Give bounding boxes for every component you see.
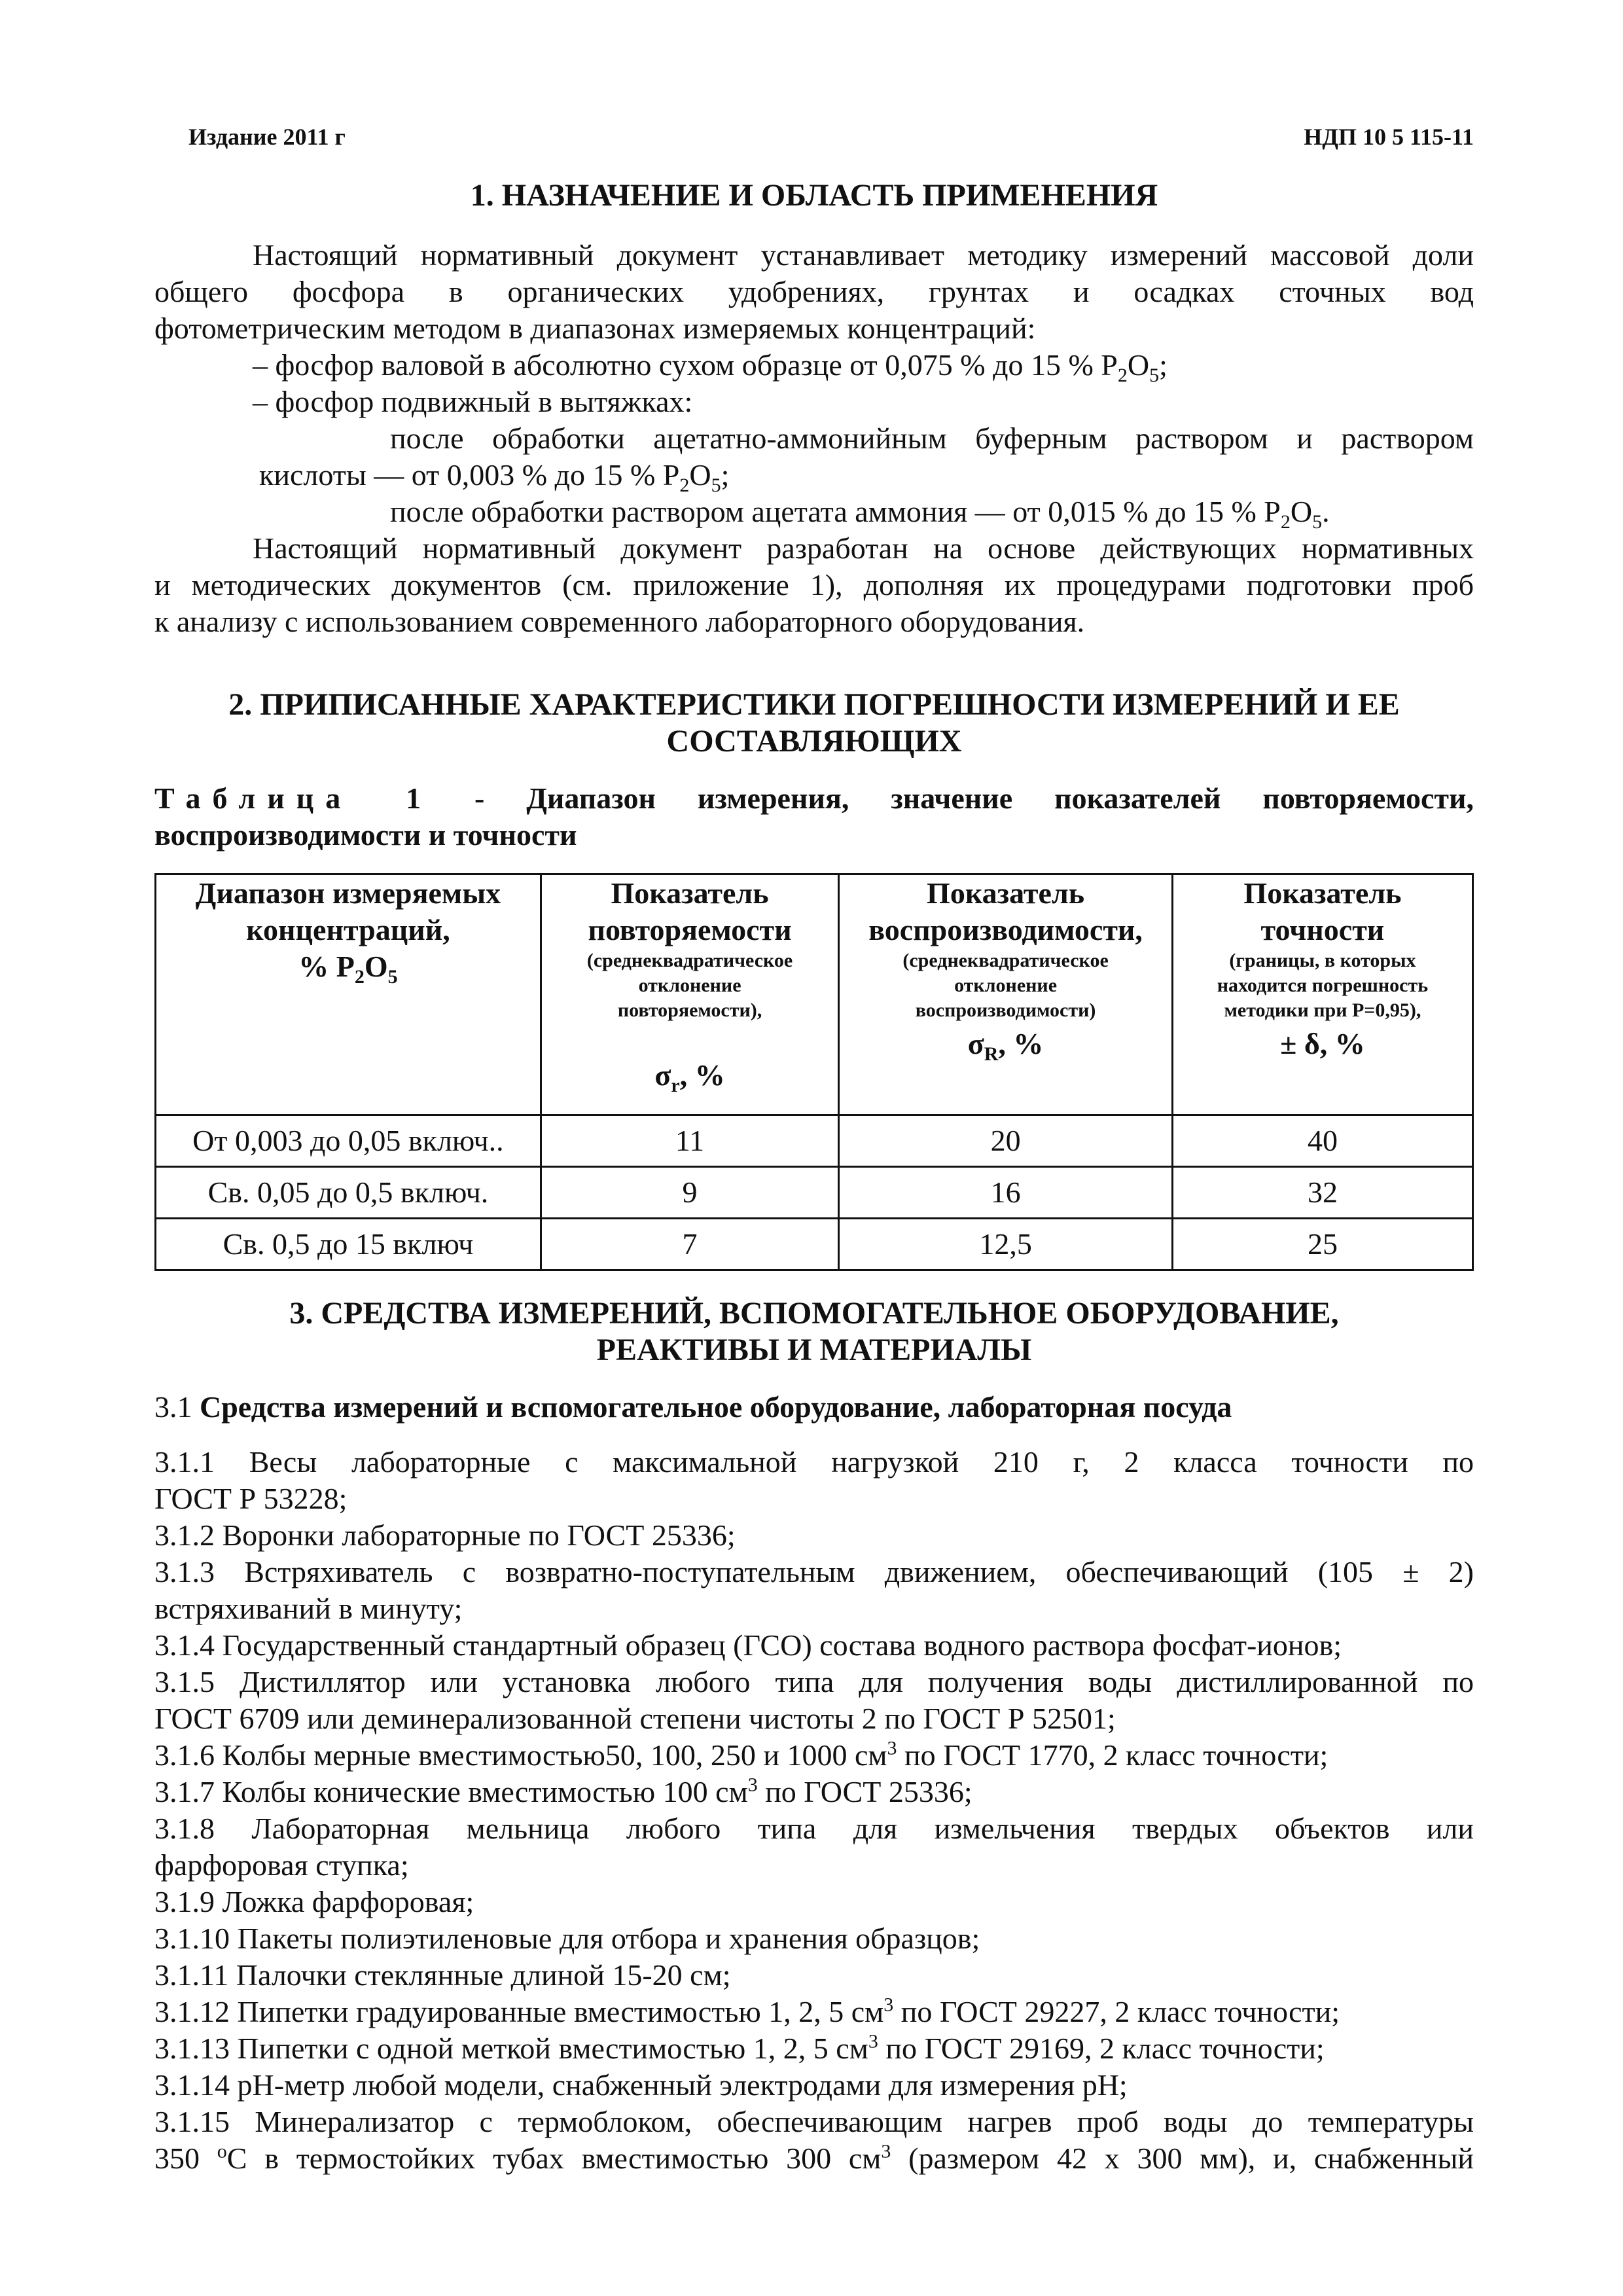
item-3-1-7: 3.1.7 Колбы конические вместимостью 100 $см^3$ по ГОСТ 25336; [154, 1774, 972, 1808]
item-3-1-10: 3.1.10 Пакеты полиэтиленовые для отбора и хранения образцов; [154, 1922, 980, 1955]
item-3-1-15-line-2: 350 $^о$С в термостойких тубах вместимостью 300 $см^3$ (размером 42 х 300 мм), и, снабженный [154, 2140, 1474, 2175]
s1-paragraph-2-line-1: Настоящий нормативный документ разработан на основе действующих нормативных [253, 531, 1474, 565]
cell-range: От 0,003 до 0,05 включ.. [156, 1115, 541, 1167]
item-3-1-13: 3.1.13 Пипетки с одной меткой вместимостью 1, 2, 5 $см^3$ по ГОСТ 29169, 2 класс точности; [154, 2030, 1325, 2065]
s1-paragraph-2-line-3: к анализу с использованием современного лабораторного оборудования. [154, 605, 1085, 638]
table-1 [154, 873, 1474, 1271]
s1-paragraph-1-line-2: общего фосфора в органических удобрениях, грунтах и осадках сточных вод [154, 275, 1474, 308]
s1-paragraph-2-line-2: и методических документов (см. приложение 1), дополняя их процедурами подготовки проб [154, 568, 1474, 601]
cell-accuracy: 25 [1172, 1219, 1472, 1270]
s1-sublist-1-line-1: после обработки ацетатно-аммонийным буферным раствором и раствором [390, 422, 1474, 455]
item-3-1-15-line-1: 3.1.15 Минерализатор с термоблоком, обеспечивающим нагрев проб воды до температуры [154, 2105, 1474, 2138]
section-3-title-line-2: РЕАКТИВЫ И МАТЕРИАЛЫ [596, 1333, 1032, 1367]
section-1-title: 1. НАЗНАЧЕНИЕ И ОБЛАСТЬ ПРИМЕНЕНИЯ [470, 178, 1158, 213]
document-code: НДП 10 5 115-11 [1304, 124, 1474, 150]
cell-repeatability: 11 [541, 1115, 838, 1167]
cell-accuracy: 32 [1172, 1167, 1472, 1219]
edition-label: Издание 2011 г [188, 124, 346, 150]
cell-range: Св. 0,5 до 15 включ [156, 1219, 541, 1270]
s1-sublist-1-line-2: кислоты — от 0,003 % до 15 % $Р_2О_5$; [259, 458, 730, 497]
table-row [156, 1115, 1473, 1167]
document-page [154, 0, 1474, 2296]
item-3-1-2: 3.1.2 Воронки лабораторные по ГОСТ 25336; [154, 1518, 736, 1552]
cell-reproducibility: 12,5 [839, 1219, 1173, 1270]
item-3-1-4: 3.1.4 Государственный стандартный образец (ГСО) состава водного раствора фосфат-ионов; [154, 1628, 1342, 1662]
item-3-1-8-line-1: 3.1.8 Лабораторная мельница любого типа для измельчения твердых объектов или [154, 1812, 1474, 1845]
s1-sublist-2: после обработки раствором ацетата аммония — от 0,015 % до 15 % $Р_2О_5$. [390, 495, 1330, 533]
cell-repeatability: 9 [541, 1167, 838, 1219]
cell-range: Св. 0,05 до 0,5 включ. [156, 1167, 541, 1219]
item-3-1-6: 3.1.6 Колбы мерные вместимостью50, 100, 250 и 1000 $см^3$ по ГОСТ 1770, 2 класс точности; [154, 1737, 1329, 1772]
table-1-header-row [156, 874, 1473, 1115]
item-3-1-5-line-2: ГОСТ 6709 или деминерализованной степени чистоты 2 по ГОСТ Р 52501; [154, 1702, 1116, 1735]
item-3-1-12: 3.1.12 Пипетки градуированные вместимостью 1, 2, 5 $см^3$ по ГОСТ 29227, 2 класс точности; [154, 1994, 1340, 2028]
item-3-1-1-line-2: ГОСТ Р 53228; [154, 1482, 348, 1515]
item-3-1-3-line-2: встряхиваний в минуту; [154, 1592, 463, 1625]
col-range-header: Диапазон измеряемых концентраций, % $Р_2О_5$ [156, 874, 541, 1115]
item-3-1-11: 3.1.11 Палочки стеклянные длиной 15-20 см; [154, 1958, 731, 1992]
item-3-1-9: 3.1.9 Ложка фарфоровая; [154, 1885, 474, 1918]
item-3-1-5-line-1: 3.1.5 Дистиллятор или установка любого типа для получения воды дистиллированной по [154, 1665, 1474, 1698]
section-2-title-line-1: 2. ПРИПИСАННЫЕ ХАРАКТЕРИСТИКИ ПОГРЕШНОСТИ ИЗМЕРЕНИЙ И ЕЕ [228, 687, 1400, 722]
s1-list-item-2: – фосфор подвижный в вытяжках: [253, 385, 693, 418]
table-row [156, 1219, 1473, 1270]
col-accuracy-header: Показатель точности (границы, в которых находится погрешность методики при Р=0,95), ± δ, % [1172, 874, 1472, 1115]
cell-repeatability: 7 [541, 1219, 838, 1270]
table-1-caption-line-1: Таблица 1 - Диапазон измерения, значение показателей повторяемости, [154, 781, 1474, 815]
item-3-1-3-line-1: 3.1.3 Встряхиватель с возвратно-поступательным движением, обеспечивающий (105 ± 2) [154, 1555, 1474, 1588]
item-3-1-14: 3.1.14 рН-метр любой модели, снабженный электродами для измерения рН; [154, 2068, 1128, 2102]
subsection-3-1-title: 3.1 Средства измерений и вспомогательное оборудование, лабораторная посуда [154, 1390, 1232, 1424]
cell-accuracy: 40 [1172, 1115, 1472, 1167]
s1-paragraph-1-line-1: Настоящий нормативный документ устанавливает методику измерений массовой доли [253, 238, 1474, 272]
s1-list-item-1: – фосфор валовой в абсолютно сухом образце от 0,075 % до 15 % $Р_2О_5$; [253, 348, 1168, 387]
col-repeatability-header: Показатель повторяемости (среднеквадратическое отклонение повторяемости), $\sigma_r$, % [541, 874, 838, 1115]
col-reproducibility-header: Показатель воспроизводимости, (среднеквадратическое отклонение воспроизводимости) $\sigma_R$, % [839, 874, 1173, 1115]
item-3-1-1-line-1: 3.1.1 Весы лабораторные с максимальной нагрузкой 210 г, 2 класса точности по [154, 1445, 1474, 1479]
table-1-caption-line-2: воспроизводимости и точности [154, 818, 577, 852]
cell-reproducibility: 20 [839, 1115, 1173, 1167]
section-2-title-line-2: СОСТАВЛЯЮЩИХ [666, 724, 962, 759]
table-row [156, 1167, 1473, 1219]
section-3-title-line-1: 3. СРЕДСТВА ИЗМЕРЕНИЙ, ВСПОМОГАТЕЛЬНОЕ ОБОРУДОВАНИЕ, [289, 1296, 1339, 1331]
cell-reproducibility: 16 [839, 1167, 1173, 1219]
item-3-1-8-line-2: фарфоровая ступка; [154, 1848, 409, 1882]
s1-paragraph-1-line-3: фотометрическим методом в диапазонах измеряемых концентраций: [154, 312, 1036, 345]
